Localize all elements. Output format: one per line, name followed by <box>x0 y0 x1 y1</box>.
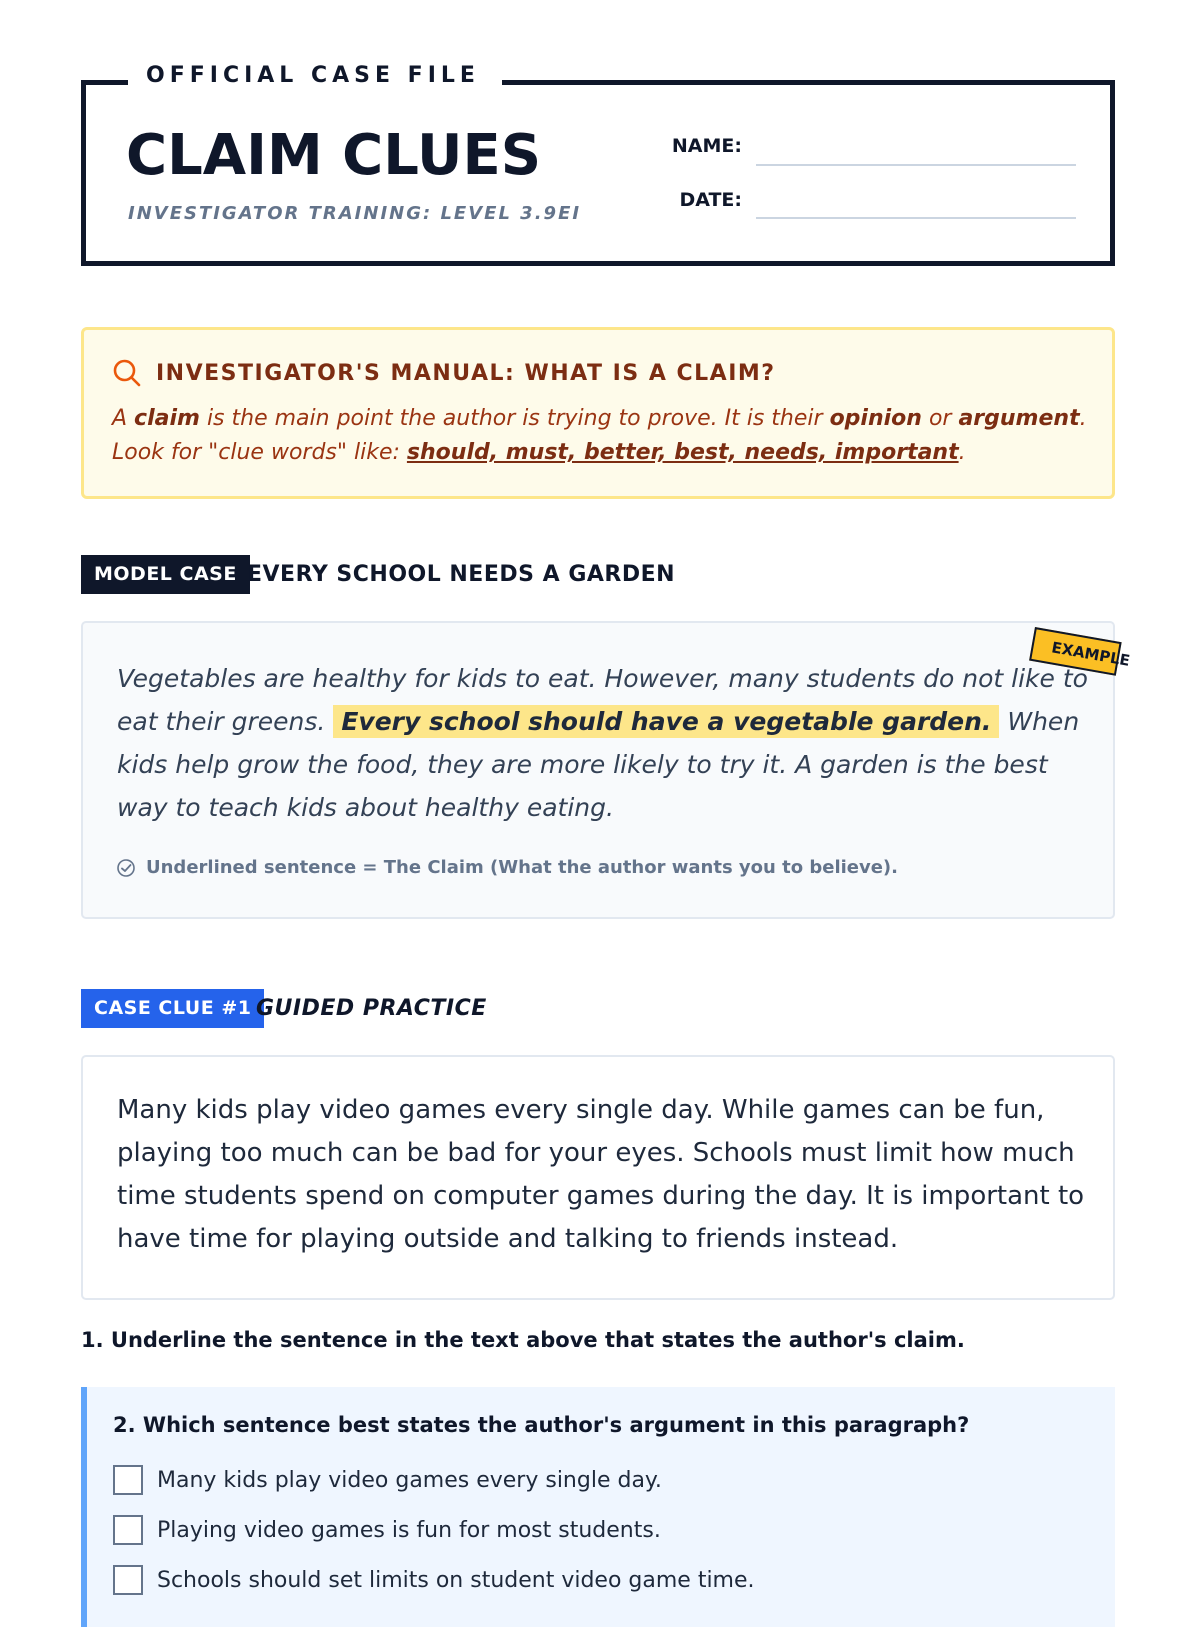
option-label: Schools should set limits on student video game time. <box>157 1567 755 1593</box>
name-label: NAME: <box>671 135 742 157</box>
page-title: CLAIM CLUES <box>126 123 542 188</box>
case-file-tag: OFFICIAL CASE FILE <box>128 62 502 90</box>
term-argument: argument <box>958 406 1080 431</box>
manual-heading <box>112 358 776 388</box>
manual-text-part: . <box>958 440 966 465</box>
manual-text-part: Look for "clue words" like: <box>112 440 407 465</box>
manual-text-part: A <box>112 406 135 431</box>
question-1: 1. Underline the sentence in the text above that states the author's claim. <box>81 1328 965 1352</box>
model-case-title: EVERY SCHOOL NEEDS A GARDEN <box>247 562 676 587</box>
model-case-note <box>116 857 898 878</box>
question-2: 2. Which sentence best states the author's argument in this paragraph? <box>113 1413 970 1437</box>
date-label: DATE: <box>679 189 742 211</box>
checkbox[interactable] <box>113 1515 143 1545</box>
check-circle-icon <box>116 858 136 878</box>
answer-option[interactable] <box>113 1515 661 1545</box>
manual-text-part: . <box>1079 406 1087 431</box>
manual-definition <box>112 402 1102 470</box>
name-field[interactable] <box>756 164 1076 166</box>
manual-text-part: or <box>921 406 959 431</box>
checkbox[interactable] <box>113 1465 143 1495</box>
passage-text: When kids help grow the food, they are more likely to try it. A garden is the best way to teach kids about healthy eating. <box>117 707 1080 822</box>
manual-text-part: is the main point the author is trying to prove. It is their <box>199 406 830 431</box>
page-subtitle: INVESTIGATOR TRAINING: LEVEL 3.9EI <box>128 203 582 224</box>
example-ribbon: EXAMPLE <box>1029 627 1122 676</box>
answer-option[interactable] <box>113 1565 755 1595</box>
clue-words: should, must, better, best, needs, important <box>406 440 959 465</box>
checkbox[interactable] <box>113 1565 143 1595</box>
date-field[interactable] <box>756 217 1076 219</box>
model-case-passage <box>117 657 1097 829</box>
term-claim: claim <box>134 406 200 431</box>
case-clue-badge: CASE CLUE #1 <box>81 989 264 1028</box>
model-case-badge: MODEL CASE <box>81 555 250 594</box>
claim-highlight: Every school should have a vegetable garden. <box>333 705 999 738</box>
option-label: Playing video games is fun for most students. <box>157 1517 661 1543</box>
magnifier-icon <box>112 358 142 388</box>
case-clue-passage[interactable]: Many kids play video games every single day. While games can be fun, playing too much can be bad for your eyes. Schools must limit how much time students spend on computer games during the day. It is important to have time for playing outside and talking to friends instead. <box>117 1095 1085 1254</box>
manual-heading-text: INVESTIGATOR'S MANUAL: WHAT IS A CLAIM? <box>156 360 776 386</box>
passage-text: Vegetables are healthy for kids to eat. However, many students do not like to eat their greens. <box>117 664 1088 736</box>
model-case-note-text: Underlined sentence = The Claim (What the author wants you to believe). <box>146 857 898 878</box>
case-clue-title: GUIDED PRACTICE <box>256 996 487 1021</box>
term-opinion: opinion <box>829 406 922 431</box>
answer-option[interactable] <box>113 1465 662 1495</box>
option-label: Many kids play video games every single day. <box>157 1467 662 1493</box>
